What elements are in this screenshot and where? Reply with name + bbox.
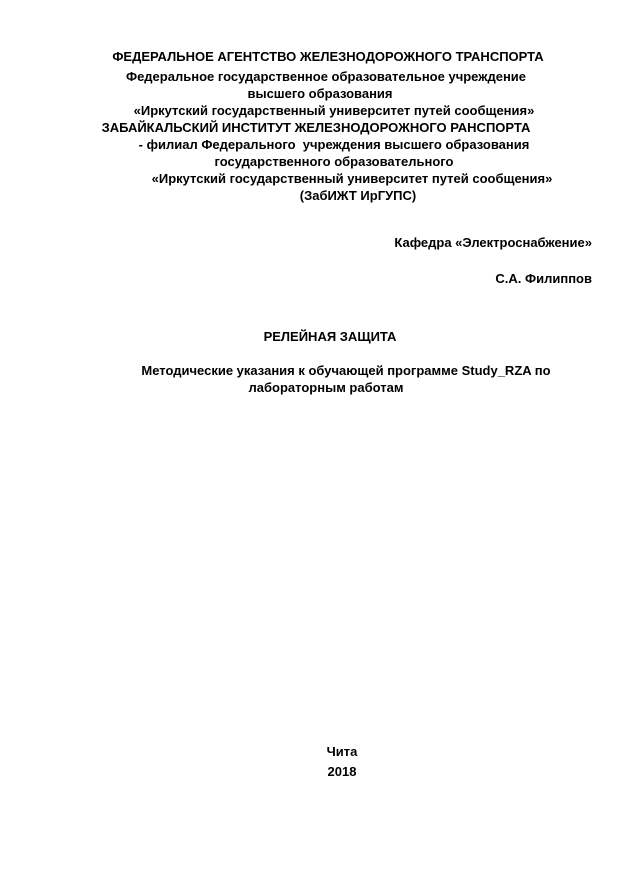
subtitle-line-2: лабораторным работам <box>248 380 404 395</box>
subtitle-line-1: Методические указания к обучающей программе Study_RZA по <box>141 363 551 378</box>
institute-name: ЗАБАЙКАЛЬСКИЙ ИНСТИТУТ ЖЕЛЕЗНОДОРОЖНОГО РАНСПОРТА <box>101 120 531 135</box>
institution-line-2: высшего образования <box>247 86 393 101</box>
institution-line-1: Федеральное государственное образовательное учреждение <box>125 69 527 84</box>
agency-name: ФЕДЕРАЛЬНОЕ АГЕНТСТВО ЖЕЛЕЗНОДОРОЖНОГО ТРАНСПОРТА <box>112 49 544 64</box>
city: Чита <box>326 744 358 759</box>
university-name: «Иркутский государственный университет путей сообщения» <box>133 103 535 118</box>
institute-abbreviation: (ЗабИЖТ ИрГУПС) <box>299 188 417 203</box>
branch-line-2: государственного образовательного <box>214 154 454 169</box>
document-title: РЕЛЕЙНАЯ ЗАЩИТА <box>263 329 397 344</box>
branch-line-1: - филиал Федерального учреждения высшего образования <box>138 137 530 152</box>
year: 2018 <box>327 764 357 779</box>
author-name: С.А. Филиппов <box>495 271 592 286</box>
branch-line-3: «Иркутский государственный университет путей сообщения» <box>151 171 553 186</box>
department-name: Кафедра «Электроснабжение» <box>394 235 592 250</box>
